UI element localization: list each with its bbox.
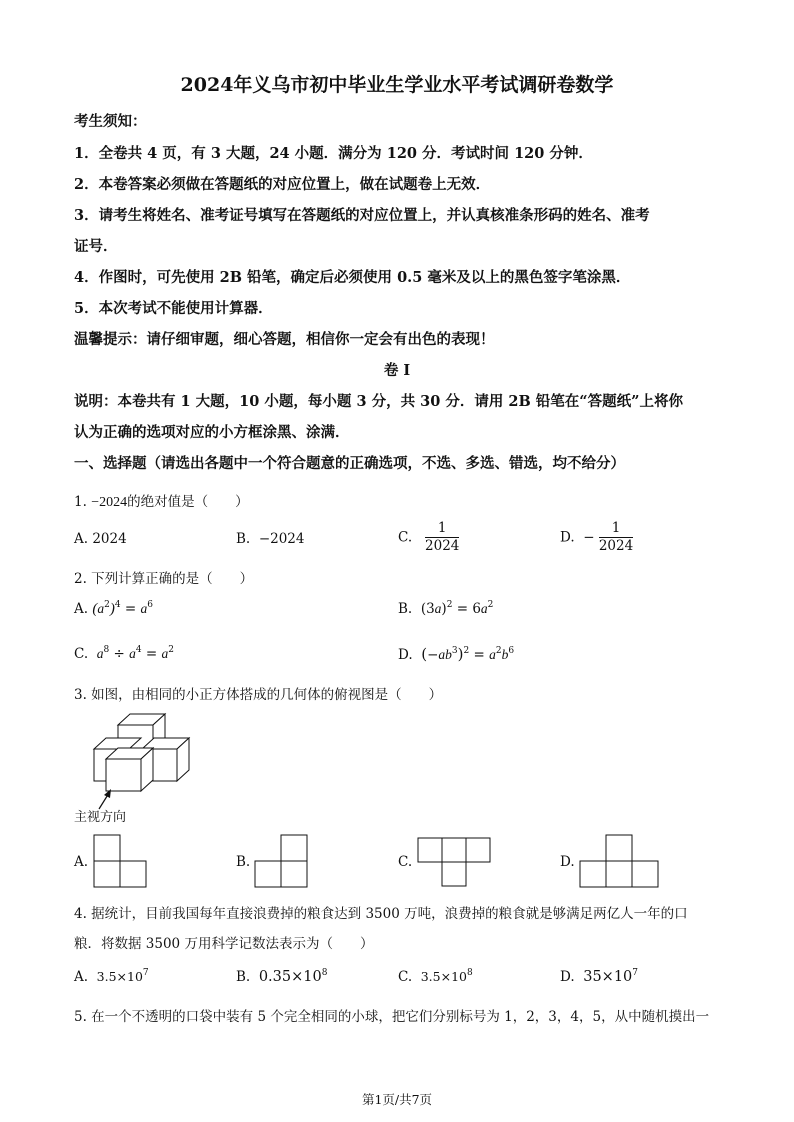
q4-option-c: C. $3.5\times 10^8$ <box>398 968 473 985</box>
page-title: 2024年义乌市初中毕业生学业水平考试调研卷数学 <box>180 74 614 96</box>
q4-option-d: D. $35\times 10^7$ <box>560 968 639 985</box>
notice-tip: 温馨提示：请仔细审题，细心答题，相信你一定会有出色的表现！ <box>74 331 495 348</box>
notice-item-1: 1．全卷共 4 页，有 3 大题，24 小题．满分为 120 分．考试时间 120 分钟． <box>74 145 593 162</box>
notice-item-5: 5．本次考试不能使用计算器． <box>74 300 273 317</box>
q1-option-b: B. −2024 <box>236 531 305 547</box>
q1-fraction-c: $\frac{1}{2024}$ <box>425 520 460 554</box>
notice-item-3: 3．请考生将姓名、准考证号填写在答题纸的对应位置上，并认真核准条形码的姓名、准考 <box>74 207 650 224</box>
q1-math: −2024 <box>91 495 128 510</box>
q1-number: 1. <box>74 494 87 510</box>
q2-option-b: B. $(3a)^2 = 6a^2$ <box>398 600 494 617</box>
section-instruction-1: 说明：本卷共有 1 大题，10 小题，每小题 3 分，共 30 分．请用 2B 铅笔在“答题纸”上将你 <box>74 393 683 410</box>
q1-option-a: A. 2024 <box>74 531 127 547</box>
q1-option-c: C. $\frac{1}{2024}$ <box>398 520 460 554</box>
q2-stem: 2. 下列计算正确的是（ ） <box>74 571 254 587</box>
q4-option-a: A. $3.5\times 10^7$ <box>74 968 149 985</box>
notice-item-3-cont: 证号． <box>74 238 118 255</box>
q3-direction-label: 主视方向 <box>74 810 127 825</box>
q4-stem-line2: 粮．将数据 3500 万用科学记数法表示为（ ） <box>74 936 374 952</box>
q3-option-b-label: B. <box>236 854 251 870</box>
q4-option-b: B. $0.35\times 10^8$ <box>236 968 328 985</box>
q1-fraction-d: $\frac{1}{2024}$ <box>598 520 634 554</box>
notice-item-2: 2．本卷答案必须做在答题纸的对应位置上，做在试题卷上无效． <box>74 176 491 193</box>
q2-option-d: D. $(-ab^3)^2 = a^2b^6$ <box>398 645 515 663</box>
q4-stem-line1: 4. 据统计，目前我国每年直接浪费掉的粮食达到 3500 万吨，浪费掉的粮食就是够满足两亿人一年的口 <box>74 906 688 922</box>
q3-option-c-label: C. <box>398 854 413 870</box>
q3-option-a-label: A. <box>74 854 89 870</box>
q5-stem-line1: 5. 在一个不透明的口袋中装有 5 个完全相同的小球，把它们分别标号为 1，2，3，4，5，从中随机摸出一 <box>74 1009 710 1025</box>
q3-stem: 3. 如图，由相同的小正方体搭成的几何体的俯视图是（ ） <box>74 687 443 703</box>
q1-option-d: D. − $\frac{1}{2024}$ <box>560 520 634 554</box>
q1-stem-text: 的绝对值是（ ） <box>127 494 249 510</box>
part-heading: 一、选择题（请选出各题中一个符合题意的正确选项，不选、多选、错选，均不给分） <box>74 455 625 472</box>
section-instruction-2: 认为正确的选项对应的小方框涂黑、涂满． <box>74 424 350 441</box>
q2-option-c: C. $a^8 \div a^4 = a^2$ <box>74 645 174 662</box>
section-label: 卷 I <box>383 362 411 379</box>
notice-item-4: 4．作图时，可先使用 2B 铅笔，确定后必须使用 0.5 毫米及以上的黑色签字笔涂黑． <box>74 269 631 286</box>
notice-heading: 考生须知： <box>74 113 147 130</box>
q3-option-d-label: D. <box>560 854 575 870</box>
page-footer: 第1页/共7页 <box>361 1092 433 1107</box>
q2-option-a: A. $(a^2)^4 = a^6$ <box>74 600 153 617</box>
